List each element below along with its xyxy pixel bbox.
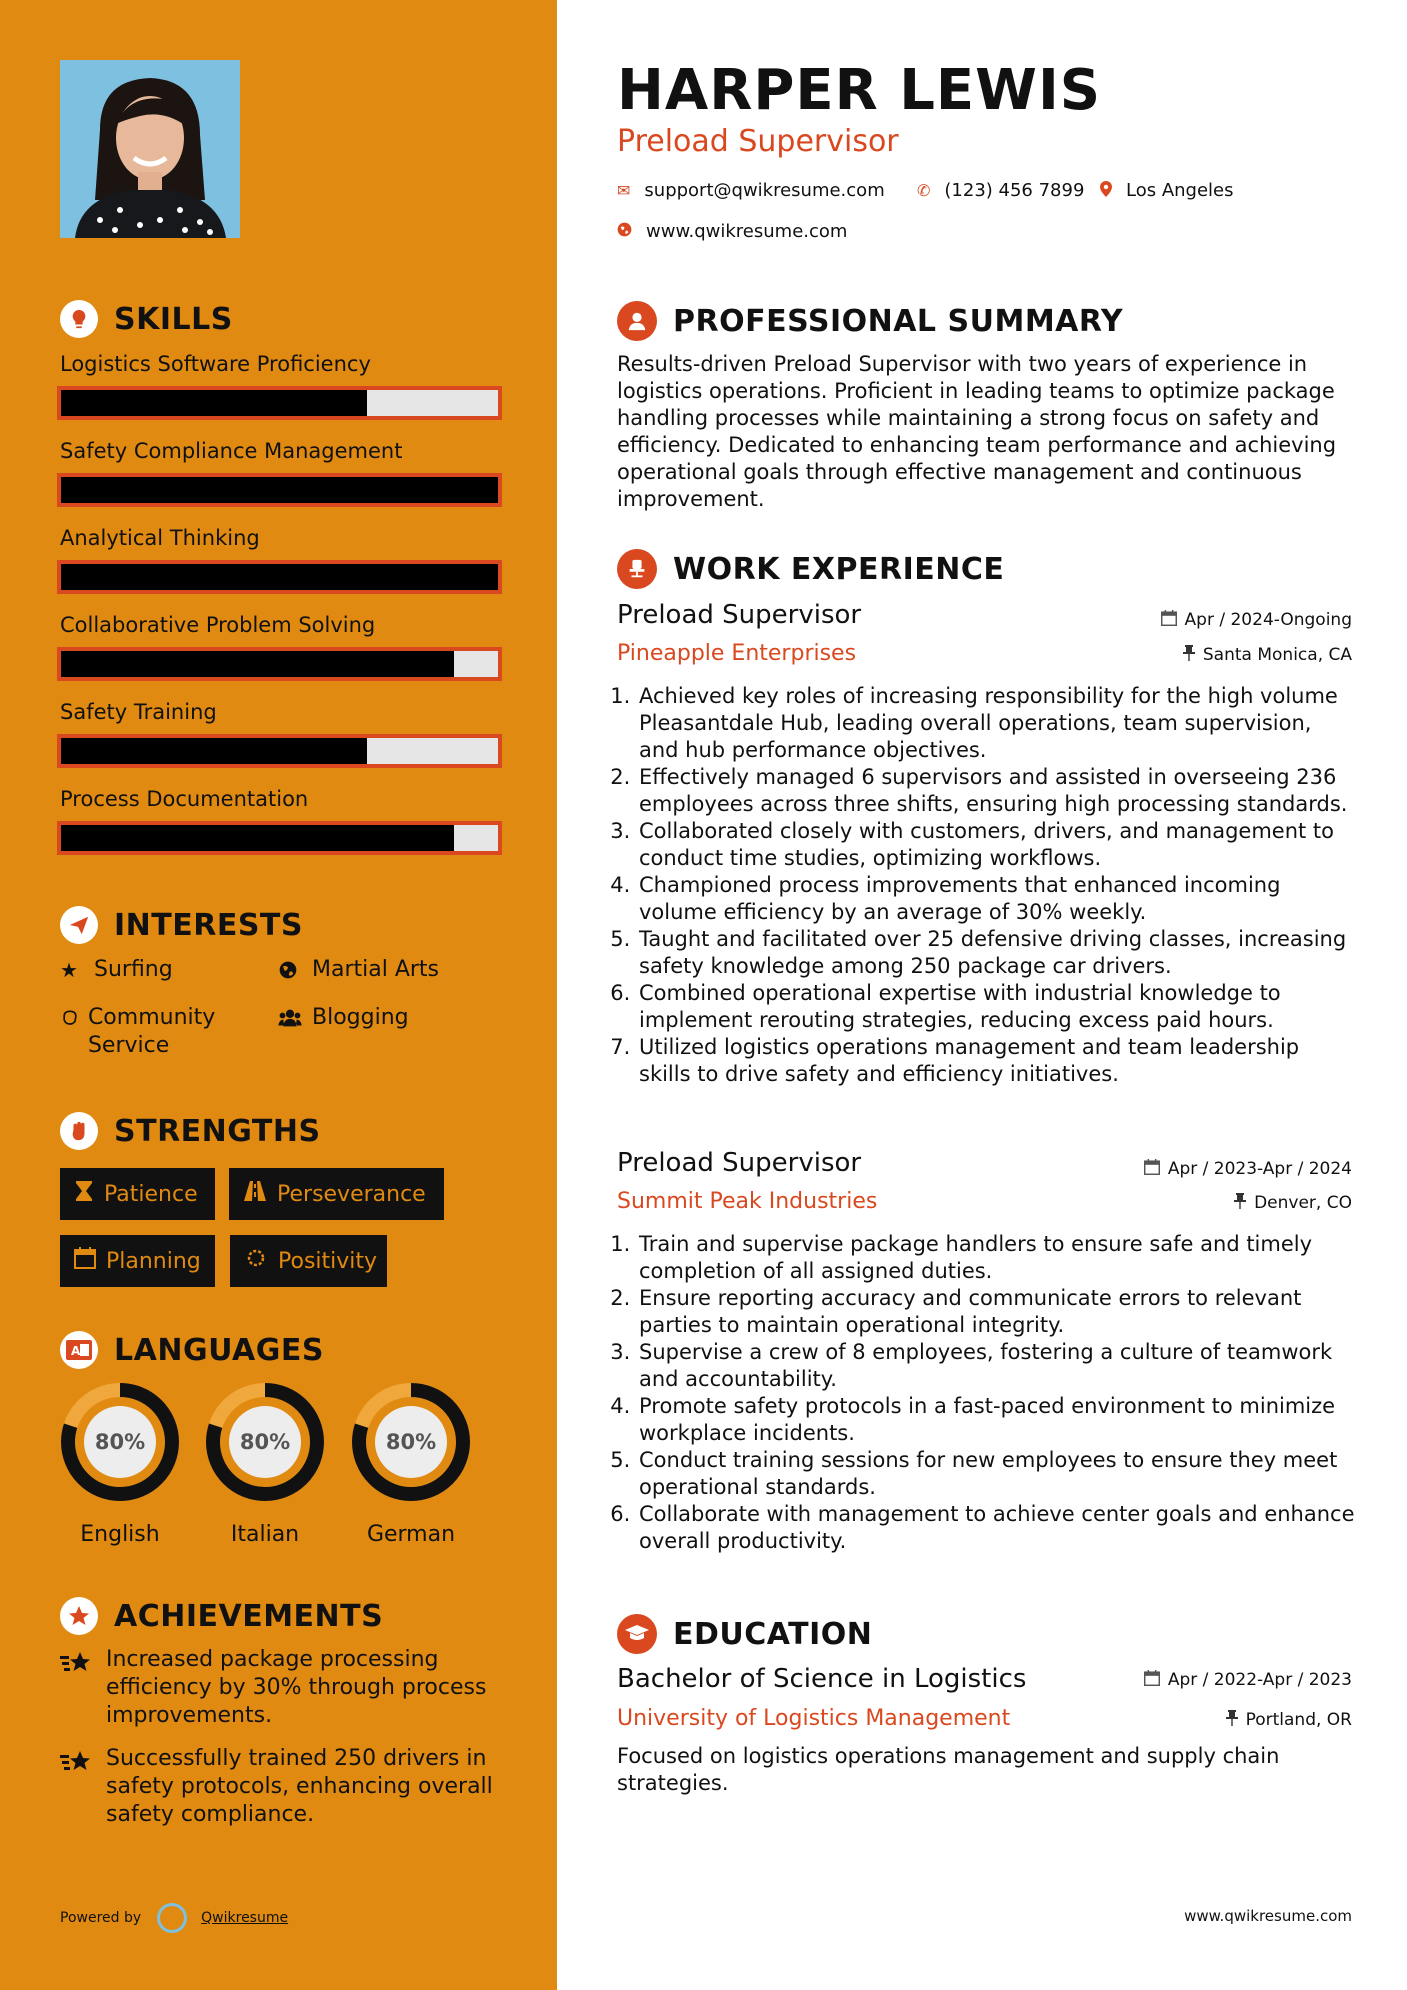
pushpin-icon bbox=[1183, 645, 1195, 665]
strengths-heading: STRENGTHS bbox=[60, 1112, 321, 1150]
job-duties-list bbox=[617, 683, 1357, 1088]
language-percent: 80% bbox=[239, 1430, 291, 1454]
lightbulb-icon bbox=[60, 300, 98, 338]
shooting-star-icon bbox=[60, 1646, 106, 1730]
job-location: Denver, CO bbox=[1234, 1193, 1352, 1213]
job-location: Santa Monica, CA bbox=[1183, 645, 1352, 665]
duty-item: 6. Collaborate with management to achieve center goals and enhance overall productivity. bbox=[637, 1501, 1357, 1555]
skill-bar-fill bbox=[61, 651, 454, 677]
skill-bar-fill bbox=[61, 390, 367, 416]
phone-icon: ✆ bbox=[917, 181, 931, 200]
language-item bbox=[60, 1382, 180, 1547]
skill-bar bbox=[57, 386, 502, 420]
experience-heading: WORK EXPERIENCE bbox=[617, 549, 1004, 589]
skill-bar bbox=[57, 560, 502, 594]
job-dates: Apr / 2024-Ongoing bbox=[1161, 610, 1352, 630]
job-company: Summit Peak Industries bbox=[617, 1189, 878, 1214]
pushpin-icon bbox=[1226, 1710, 1238, 1730]
strength-chip: Planning bbox=[60, 1235, 215, 1287]
calendar-icon bbox=[1144, 1159, 1160, 1179]
pushpin-icon bbox=[1234, 1193, 1246, 1213]
profile-photo bbox=[60, 60, 240, 238]
globe-icon bbox=[617, 222, 632, 241]
skill-label: Analytical Thinking bbox=[60, 526, 260, 550]
star-badge-icon bbox=[60, 1597, 98, 1635]
sun-icon bbox=[244, 1246, 268, 1276]
language-item bbox=[351, 1382, 471, 1547]
skills-heading: SKILLS bbox=[60, 300, 233, 338]
skill-bar-fill bbox=[61, 564, 498, 590]
skill-label: Safety Training bbox=[60, 700, 217, 724]
education-description: Focused on logistics operations management and supply chain strategies. bbox=[617, 1744, 1280, 1795]
duty-item: 1. Train and supervise package handlers to ensure safe and timely completion of all assigned duties. bbox=[637, 1231, 1357, 1285]
svg-text:A: A bbox=[71, 1344, 81, 1358]
interests-heading: INTERESTS bbox=[60, 906, 303, 944]
calendar-icon bbox=[1144, 1670, 1160, 1690]
achievement-item: Successfully trained 250 drivers in safety protocols, enhancing overall safety compliance. bbox=[60, 1745, 500, 1829]
skill-bar-fill bbox=[61, 825, 454, 851]
skill-label: Logistics Software Proficiency bbox=[60, 352, 371, 376]
duty-item: 5. Conduct training sessions for new employees to ensure they meet operational standards. bbox=[637, 1447, 1357, 1501]
job-duties-list bbox=[617, 1231, 1357, 1555]
calendar-icon bbox=[74, 1247, 96, 1275]
interest-item: Community Service bbox=[60, 1004, 260, 1060]
education-degree: Bachelor of Science in Logistics bbox=[617, 1664, 1027, 1694]
office-chair-icon bbox=[617, 549, 657, 589]
duty-item: 7. Utilized logistics operations management and team leadership skills to drive safety and efficiency initiatives. bbox=[637, 1034, 1357, 1088]
skill-bar bbox=[57, 821, 502, 855]
job-role: Preload Supervisor bbox=[617, 600, 862, 630]
achievement-item: Increased package processing efficiency by 30% through process improvements. bbox=[60, 1646, 500, 1730]
main-content bbox=[557, 0, 1407, 1990]
duty-item: 5. Taught and facilitated over 25 defensive driving classes, increasing safety knowledge among 250 package car drivers. bbox=[637, 926, 1357, 980]
strength-chip: Perseverance bbox=[229, 1168, 444, 1220]
skill-bar-fill bbox=[61, 477, 498, 503]
duty-item: 4. Championed process improvements that enhanced incoming volume efficiency by an average of 30% weekly. bbox=[637, 872, 1357, 926]
contact-location: Los Angeles bbox=[1100, 180, 1234, 201]
contact-phone[interactable]: ✆ (123) 456 7899 bbox=[917, 180, 1085, 201]
education-school: University of Logistics Management bbox=[617, 1706, 1011, 1731]
strength-chip: Patience bbox=[60, 1168, 215, 1220]
qwikresume-link[interactable]: Qwikresume bbox=[201, 1910, 289, 1926]
language-percent: 80% bbox=[385, 1430, 437, 1454]
duty-item: 1. Achieved key roles of increasing responsibility for the high volume Pleasantdale Hub, leading overall operations, team supervision, and hub performance objectives. bbox=[637, 683, 1357, 764]
language-icon bbox=[60, 1331, 98, 1369]
summary-heading: PROFESSIONAL SUMMARY bbox=[617, 301, 1123, 341]
candidate-name: HARPER LEWIS bbox=[617, 58, 1102, 123]
calendar-icon bbox=[1161, 610, 1177, 630]
language-name: German bbox=[366, 1522, 456, 1547]
achievements-heading: ACHIEVEMENTS bbox=[60, 1597, 383, 1635]
interest-item: Martial Arts bbox=[278, 956, 439, 987]
footer-website[interactable]: www.qwikresume.com bbox=[1184, 1907, 1352, 1925]
paper-plane-icon bbox=[60, 906, 98, 944]
skill-bar-fill bbox=[61, 738, 367, 764]
skill-label: Process Documentation bbox=[60, 787, 309, 811]
star-icon: ★ bbox=[60, 958, 78, 982]
hourglass-icon bbox=[74, 1180, 94, 1208]
skill-bar bbox=[57, 734, 502, 768]
summary-text: Results-driven Preload Supervisor with two years of experience in logistics operations. Proficient in leading teams to optimize package handling processes while maintaining a strong focus on safety and efficiency. Dedicated to enhancing team performance and achieving operational goals through effective management and continuous improvement. bbox=[617, 352, 1337, 511]
envelope-icon: ✉ bbox=[617, 181, 631, 200]
graduation-cap-icon bbox=[617, 1614, 657, 1654]
languages-heading: A LANGUAGES bbox=[60, 1331, 324, 1369]
duty-item: 4. Promote safety protocols in a fast-paced environment to minimize workplace incidents. bbox=[637, 1393, 1357, 1447]
users-icon bbox=[278, 1004, 308, 1035]
qwikresume-logo-icon bbox=[157, 1903, 187, 1933]
skill-label: Safety Compliance Management bbox=[60, 439, 403, 463]
job-dates: Apr / 2023-Apr / 2024 bbox=[1144, 1159, 1352, 1179]
duty-item: 3. Supervise a crew of 8 employees, fostering a culture of teamwork and accountability. bbox=[637, 1339, 1357, 1393]
language-name: Italian bbox=[230, 1522, 300, 1547]
contact-email[interactable]: ✉ support@qwikresume.com bbox=[617, 180, 885, 201]
powered-by: Powered by Qwikresume bbox=[60, 1903, 288, 1933]
interest-item: Blogging bbox=[278, 1004, 409, 1035]
duty-item: 2. Ensure reporting accuracy and communicate errors to relevant parties to maintain operational integrity. bbox=[637, 1285, 1357, 1339]
education-dates: Apr / 2022-Apr / 2023 bbox=[1144, 1670, 1352, 1690]
duty-item: 6. Combined operational expertise with industrial knowledge to implement rerouting strategies, reducing excess paid hours. bbox=[637, 980, 1357, 1034]
duty-item: 2. Effectively managed 6 supervisors and assisted in overseeing 236 employees across three shifts, ensuring high processing standards. bbox=[637, 764, 1357, 818]
strength-chip: Positivity bbox=[230, 1235, 387, 1287]
interest-item: ★ Surfing bbox=[60, 957, 173, 982]
job-company: Pineapple Enterprises bbox=[617, 641, 857, 666]
education-heading: EDUCATION bbox=[617, 1614, 872, 1654]
road-icon bbox=[243, 1180, 267, 1208]
language-name: English bbox=[80, 1522, 160, 1547]
map-pin-icon bbox=[1100, 181, 1112, 201]
fist-icon bbox=[60, 1112, 98, 1150]
sidebar bbox=[0, 0, 557, 1990]
language-item bbox=[205, 1382, 325, 1547]
globe-icon bbox=[278, 956, 308, 987]
skill-label: Collaborative Problem Solving bbox=[60, 613, 376, 637]
skill-bar bbox=[57, 647, 502, 681]
job-role: Preload Supervisor bbox=[617, 1148, 862, 1178]
education-location: Portland, OR bbox=[1226, 1710, 1352, 1730]
user-icon bbox=[617, 301, 657, 341]
contact-website[interactable]: www.qwikresume.com bbox=[617, 221, 847, 242]
candidate-title: Preload Supervisor bbox=[617, 124, 899, 159]
language-percent: 80% bbox=[94, 1430, 146, 1454]
shooting-star-icon bbox=[60, 1745, 106, 1829]
skill-bar bbox=[57, 473, 502, 507]
duty-item: 3. Collaborated closely with customers, drivers, and management to conduct time studies, optimizing workflows. bbox=[637, 818, 1357, 872]
hand-icon bbox=[60, 1004, 84, 1035]
